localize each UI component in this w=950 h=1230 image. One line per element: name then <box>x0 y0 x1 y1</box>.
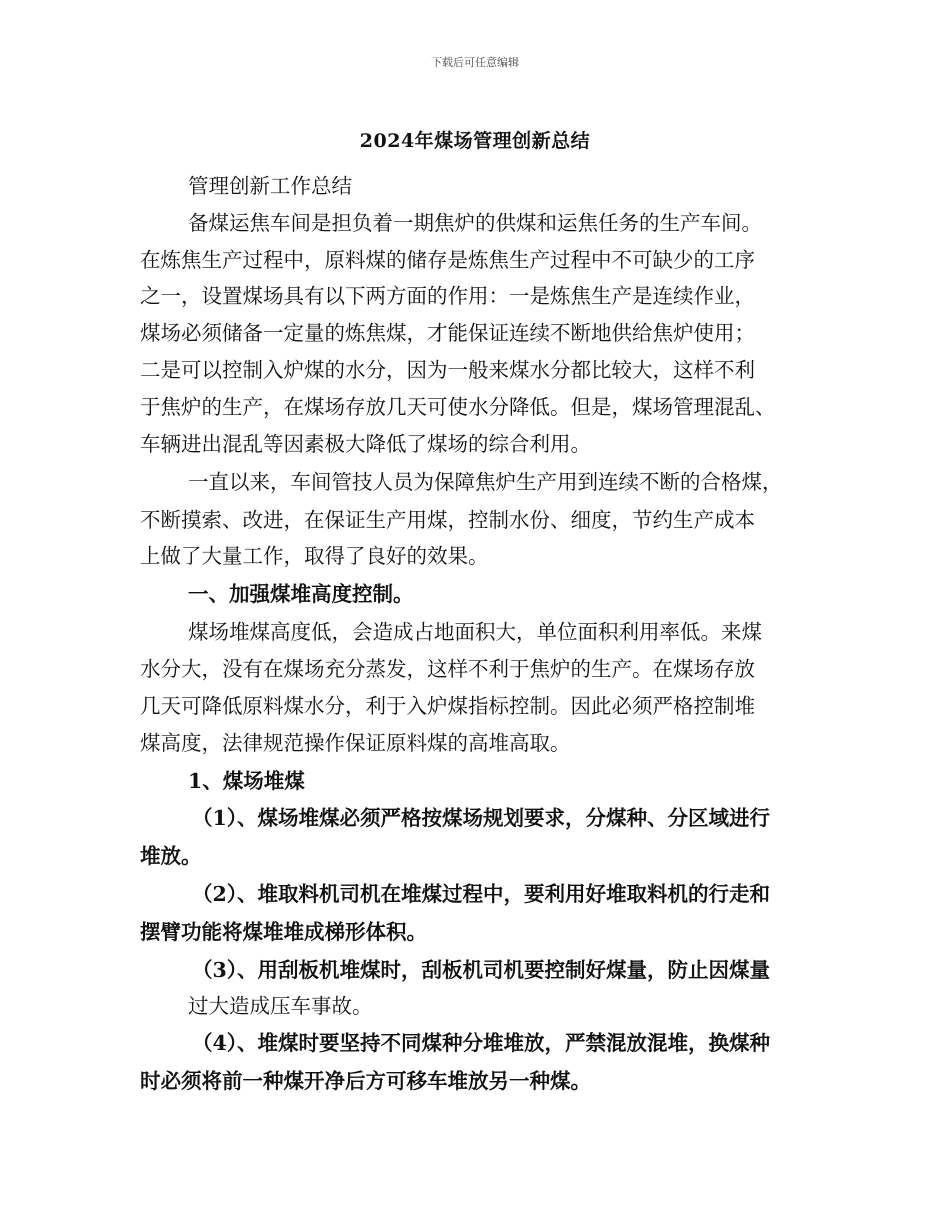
paragraph-line: 几天可降低原料煤水分，利于入炉煤指标控制。因此必须严格控制堆 <box>140 694 755 718</box>
paragraph-line: 不断摸索、改进，在保证生产用煤，控制水份、细度，节约生产成本 <box>140 508 755 532</box>
subsection-heading: 1、煤场堆煤 <box>188 769 305 793</box>
list-item-line: 摆臂功能将煤堆堆成梯形体积。 <box>140 920 427 944</box>
list-item-line: （1）、煤场堆煤必须严格按煤场规划要求，分煤种、分区域进行 <box>192 806 771 830</box>
paragraph-line: 管理创新工作总结 <box>188 174 352 198</box>
paragraph-line: 备煤运焦车间是担负着一期焦炉的供煤和运焦任务的生产车间。 <box>188 211 762 235</box>
paragraph-line: 煤高度，法律规范操作保证原料煤的高堆高取。 <box>140 731 571 755</box>
paragraph-line: 之一，设置煤场具有以下两方面的作用：一是炼焦生产是连续作业， <box>140 284 755 308</box>
list-item-line: （4）、堆煤时要坚持不同煤种分堆堆放，严禁混放混堆，换煤种 <box>192 1031 771 1055</box>
paragraph-line: 煤场必须储备一定量的炼焦煤，才能保证连续不断地供给焦炉使用； <box>140 321 755 345</box>
list-item-line: 堆放。 <box>140 844 202 868</box>
paragraph-line: 水分大，没有在煤场充分蒸发，这样不利于焦炉的生产。在煤场存放 <box>140 657 755 681</box>
list-item-line: 时必须将前一种煤开净后方可移车堆放另一种煤。 <box>140 1069 591 1093</box>
document-title: 2024年煤场管理创新总结 <box>359 130 591 152</box>
paragraph-line: 一直以来，车间管技人员为保障焦炉生产用到连续不断的合格煤， <box>188 470 783 494</box>
list-item-line: （3）、用刮板机堆煤时，刮板机司机要控制好煤量，防止因煤量 <box>192 958 771 982</box>
list-item-line: （2）、堆取料机司机在堆煤过程中，要利用好堆取料机的行走和 <box>192 882 771 906</box>
paragraph-line: 煤场堆煤高度低，会造成占地面积大，单位面积利用率低。来煤 <box>188 620 762 644</box>
section-heading: 一、加强煤堆高度控制。 <box>188 582 414 606</box>
paragraph-line: 在炼焦生产过程中，原料煤的储存是炼焦生产过程中不可缺少的工序 <box>140 248 755 272</box>
list-item-line: 过大造成压车事故。 <box>188 994 373 1018</box>
paragraph-line: 于焦炉的生产，在煤场存放几天可使水分降低。但是，煤场管理混乱、 <box>140 395 776 419</box>
paragraph-line: 上做了大量工作，取得了良好的效果。 <box>140 544 489 568</box>
paragraph-line: 二是可以控制入炉煤的水分，因为一般来煤水分都比较大，这样不利 <box>140 358 755 382</box>
header-note: 下载后可任意编辑 <box>431 56 519 69</box>
paragraph-line: 车辆进出混乱等因素极大降低了煤场的综合利用。 <box>140 432 591 456</box>
